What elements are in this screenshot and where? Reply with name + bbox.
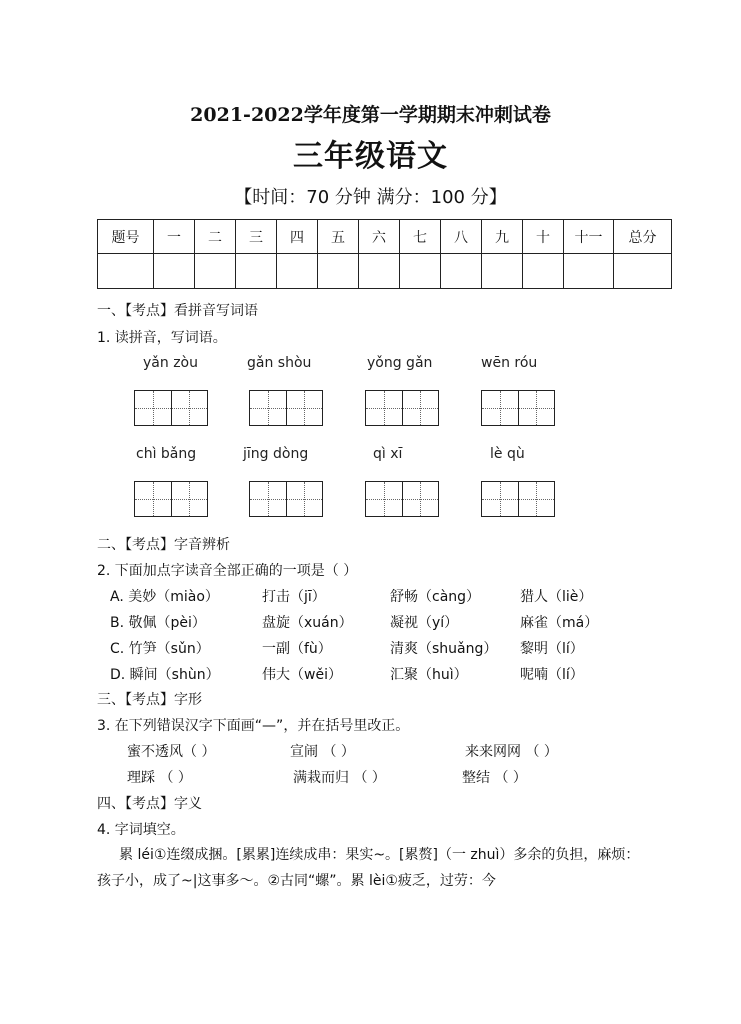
pinyin-label: jīng dòng: [243, 446, 309, 462]
question3-text: 3. 在下列错误汉字下面画“—”，并在括号里改正。: [97, 718, 410, 734]
option-a-3: 舒畅（càng）: [390, 589, 481, 605]
option-a-4: 猎人（liè）: [520, 589, 593, 605]
score-header-cell: 一: [154, 220, 195, 254]
section2-heading: 二、【考点】字音辨析: [97, 537, 230, 553]
exam-title: 2021-2022学年度第一学期期末冲刺试卷: [190, 104, 551, 126]
option-b-1: B. 敬佩（pèi）: [110, 615, 206, 631]
word-item: 宣闹 （ ）: [290, 744, 355, 760]
option-c-3: 清爽（shuǎng）: [390, 641, 498, 657]
section3-heading: 三、【考点】字形: [97, 692, 202, 708]
score-cell[interactable]: [154, 254, 195, 289]
option-b-3: 凝视（yí）: [390, 615, 459, 631]
score-cell[interactable]: [98, 254, 154, 289]
pinyin-label: chì bǎng: [136, 446, 197, 462]
score-cell[interactable]: [318, 254, 359, 289]
score-header-cell: 八: [441, 220, 482, 254]
writing-grid[interactable]: [481, 390, 555, 426]
pinyin-label: lè qù: [490, 446, 525, 462]
option-a-1: A. 美妙（miào）: [110, 589, 219, 605]
score-header-cell: 九: [482, 220, 523, 254]
pinyin-label: wēn róu: [481, 355, 538, 371]
option-a-2: 打击（jī）: [262, 589, 326, 605]
writing-grid[interactable]: [134, 390, 208, 426]
question4-text: 4. 字词填空。: [97, 822, 185, 838]
option-c-4: 黎明（lí）: [520, 641, 584, 657]
score-cell[interactable]: [564, 254, 614, 289]
score-cell[interactable]: [277, 254, 318, 289]
pinyin-label: gǎn shòu: [247, 355, 312, 371]
time-info: 【时间：70 分钟 满分：100 分】: [234, 187, 507, 208]
word-item: 整结 （ ）: [462, 770, 527, 786]
word-item: 理踩 （ ）: [127, 770, 192, 786]
score-cell[interactable]: [523, 254, 564, 289]
score-header-cell: 六: [359, 220, 400, 254]
writing-grid[interactable]: [249, 481, 323, 517]
score-cell[interactable]: [482, 254, 523, 289]
word-item: 来来网网 （ ）: [465, 744, 558, 760]
option-c-2: 一副（fù）: [262, 641, 332, 657]
option-d-1: D. 瞬间（shùn）: [110, 667, 220, 683]
option-d-2: 伟大（wěi）: [262, 667, 342, 683]
subject-title: 三年级语文: [293, 139, 448, 174]
pinyin-label: qì xī: [373, 446, 403, 462]
writing-grid[interactable]: [365, 481, 439, 517]
writing-grid[interactable]: [249, 390, 323, 426]
dictionary-paragraph: 累 léi①连缀成捆。[累累]连续成串：果实~。[累赘]（一 zhuì）多余的负担，麻烦：孩子小，成了~|这事多～。②古同“螺”。累 lèi①疲乏，过劳：今: [97, 847, 640, 889]
pinyin-label: yǒng gǎn: [367, 355, 433, 371]
score-header-cell: 总分: [614, 220, 672, 254]
score-cell[interactable]: [359, 254, 400, 289]
score-cell[interactable]: [195, 254, 236, 289]
score-header-cell: 二: [195, 220, 236, 254]
score-header-cell: 五: [318, 220, 359, 254]
score-table-header-row: [98, 220, 672, 254]
score-header-cell: 十一: [564, 220, 614, 254]
score-cell[interactable]: [441, 254, 482, 289]
question2-text: 2. 下面加点字读音全部正确的一项是（ ）: [97, 563, 358, 579]
option-d-3: 汇聚（huì）: [390, 667, 468, 683]
writing-grid[interactable]: [365, 390, 439, 426]
option-d-4: 呢喃（lí）: [520, 667, 584, 683]
option-b-2: 盘旋（xuán）: [262, 615, 353, 631]
writing-grid[interactable]: [134, 481, 208, 517]
section4-heading: 四、【考点】字义: [97, 796, 202, 812]
score-header-cell: 七: [400, 220, 441, 254]
score-cell[interactable]: [236, 254, 277, 289]
pinyin-label: yǎn zòu: [143, 355, 198, 371]
score-table: [97, 219, 672, 289]
word-item: 蜜不透风（ ）: [127, 744, 216, 760]
score-header-cell: 三: [236, 220, 277, 254]
question1-text: 1. 读拼音，写词语。: [97, 330, 227, 346]
score-header-cell: 十: [523, 220, 564, 254]
score-cell[interactable]: [614, 254, 672, 289]
section1-heading: 一、【考点】看拼音写词语: [97, 303, 258, 319]
score-header-cell: 四: [277, 220, 318, 254]
score-cell[interactable]: [400, 254, 441, 289]
word-item: 满栽而归 （ ）: [293, 770, 386, 786]
score-table-score-row: [98, 254, 672, 289]
writing-grid[interactable]: [481, 481, 555, 517]
option-c-1: C. 竹笋（sǔn）: [110, 641, 210, 657]
option-b-4: 麻雀（má）: [520, 615, 599, 631]
score-header-cell: 题号: [98, 220, 154, 254]
